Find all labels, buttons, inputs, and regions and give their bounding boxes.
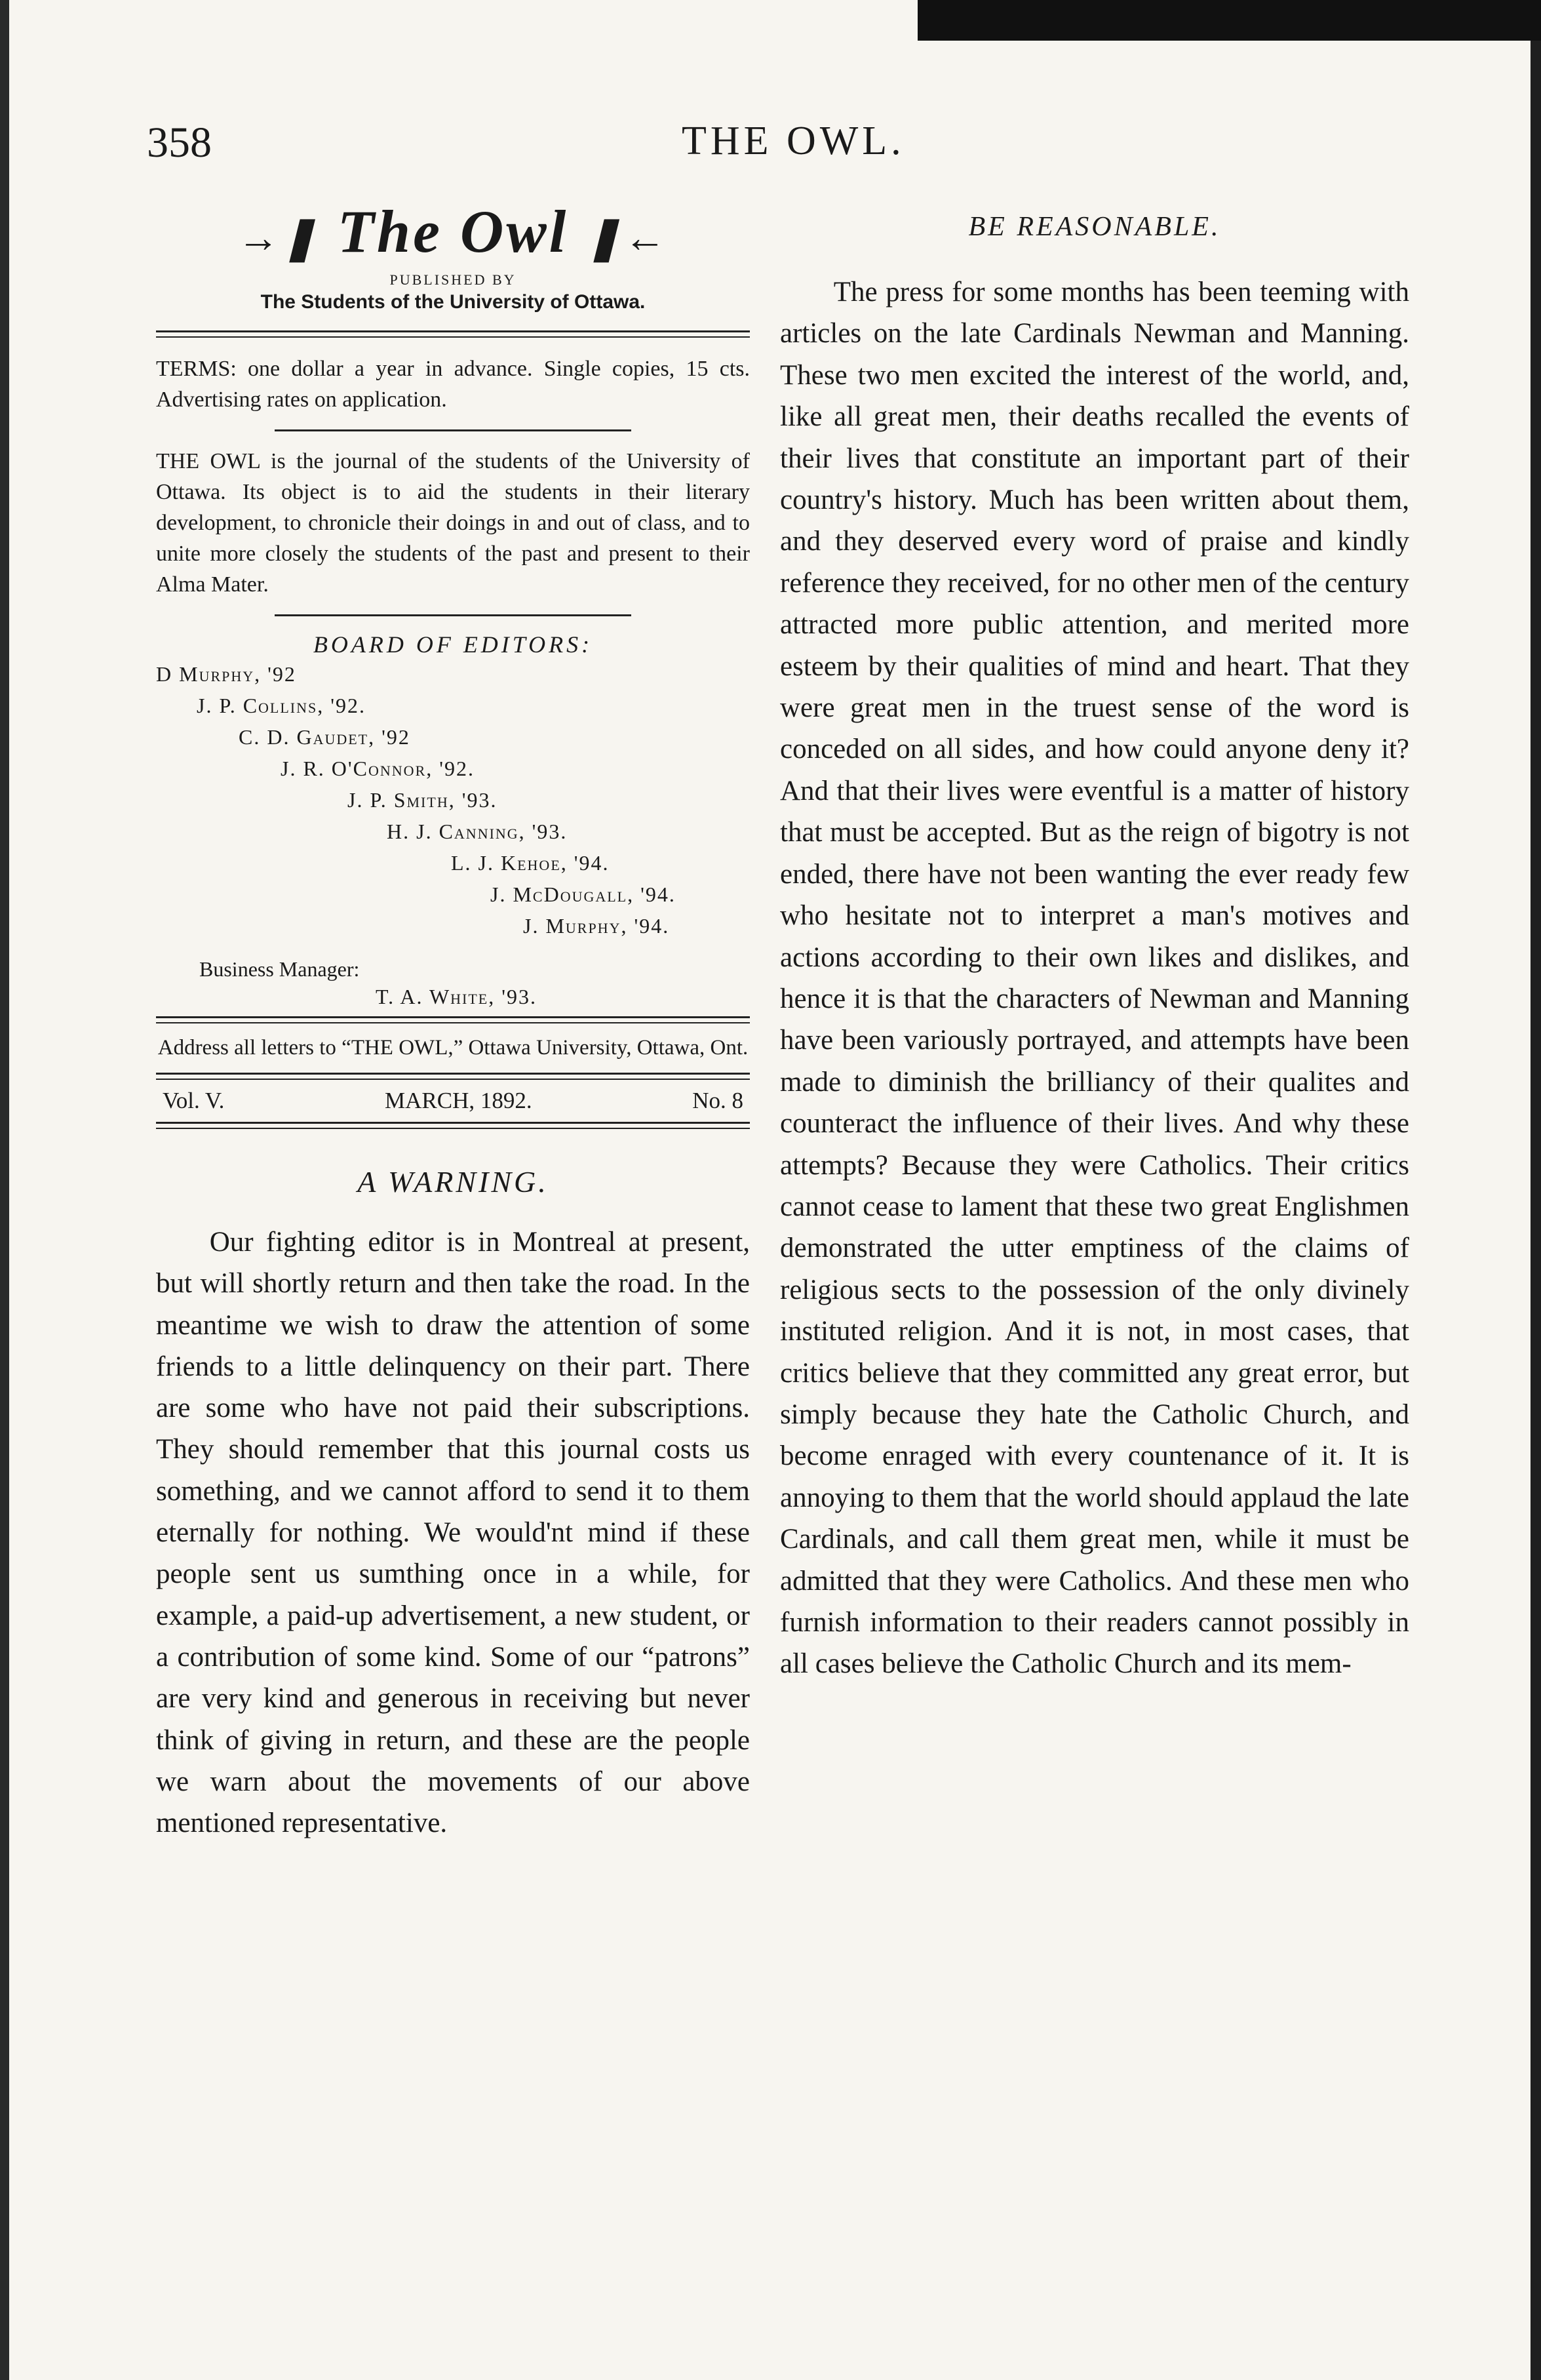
scan-top-edge bbox=[918, 0, 1541, 41]
double-rule bbox=[156, 1122, 750, 1129]
warning-body: Our fighting editor is in Montreal at present, but will shortly return and then take the road. In the meantime we wish to draw the attention of some friends to a little delinquency on their part. There are some who have not paid their subscriptions. They should remember that this journal costs us something, and we cannot afford to send it to them eternally for nothing. We would'nt mind if these people sent us sumthing once in a while, for example, a paid-up advertisement, a new student, or a contribution of some kind. Some of our “patrons” are very kind and generous in receiving but never think of giving in return, and these are the people we warn about the movements of our above mentioned representative. bbox=[156, 1227, 750, 1839]
double-rule bbox=[156, 1073, 750, 1080]
double-rule bbox=[156, 330, 750, 338]
address-text: Address all letters to “THE OWL,” Ottawa University, Ottawa, Ont. bbox=[157, 1036, 749, 1060]
masthead-title-text: The Owl bbox=[337, 198, 569, 265]
editor-item: D Murphy, '92 bbox=[156, 662, 296, 686]
editor-item: J. R. O'Connor, '92. bbox=[281, 757, 475, 780]
volume: Vol. V. bbox=[163, 1088, 225, 1113]
editor-item: C. D. Gaudet, '92 bbox=[239, 725, 410, 749]
masthead-title bbox=[156, 197, 750, 266]
about-text: THE OWL is the journal of the students of the University of Ottawa. Its object is to aid the students in their literary development, to chronicle their doings in and out of class, and to unite more closely the students of the past and present to their Alma Mater. bbox=[156, 449, 750, 597]
scan-right-edge bbox=[1531, 39, 1541, 2380]
left-ornament-icon: →❚ bbox=[237, 214, 320, 261]
reasonable-body: The press for some months has been teeming with articles on the late Cardinals Newman and Manning. These two men excited the interest of the world, and, like all great men, their deaths recalled the events of their lives that constitute an important part of their country's history. Much has been written about them, and they deserved every word of praise and kindly reference they received, for no other men of the century attracted more public attention, and merited more esteem by their qualities of mind and heart. That they were great men in the truest sense of the word is conceded on all sides, and how could anyone deny it? And that their lives were eventful is a matter of history that must be accepted. But as the reign of bigotry is not ended, there have not been wanting the ever ready few who hesitate not to interpret a man's motives and actions according to their own likes and dislikes, and hence it is that the characters of Newman and Manning have been variously portrayed, and attempts have been made to diminish the brilliancy of their qualites and counteract the influence of their lives. And why these attempts? Because they were Catholics. Their critics cannot cease to lament that these two great Englishmen demonstrated the utter emptiness of the claims of religious sects to the possession of the only divinely instituted religion. And it is not, in most cases, that critics believe that they committed any great error, but simply because they hate the Catholic Church, and become enraged with every countenance of it. It is annoying to them that the world should applaud the late Cardinals, and call them great men, while it must be admitted that they were Catholics. And these men who furnish information to their readers cannot possibly in all cases believe the Catholic Church and its mem- bbox=[780, 277, 1409, 1680]
right-ornament-icon: ❚← bbox=[586, 214, 669, 261]
terms-text: TERMS: one dollar a year in advance. Single copies, 15 cts. Advertising rates on application. bbox=[156, 357, 750, 412]
editor-item: J. Murphy, '94. bbox=[523, 914, 670, 938]
business-manager bbox=[156, 942, 750, 1008]
scan-left-edge bbox=[0, 0, 9, 2380]
issue-date: MARCH, 1892. bbox=[384, 1088, 532, 1113]
issue-number: No. 8 bbox=[692, 1088, 743, 1113]
board-heading: BOARD OF EDITORS: bbox=[313, 631, 593, 658]
editor-item: H. J. Canning, '93. bbox=[387, 820, 568, 843]
double-rule bbox=[156, 1016, 750, 1023]
reasonable-title: BE REASONABLE. bbox=[968, 212, 1221, 242]
running-title: THE OWL. bbox=[682, 119, 905, 163]
editor-item: J. P. Smith, '93. bbox=[347, 788, 497, 812]
editors-list bbox=[156, 658, 750, 942]
business-manager-label: Business Manager: bbox=[199, 957, 360, 981]
business-manager-name: T. A. White, '93. bbox=[376, 985, 537, 1008]
editor-item: J. McDougall, '94. bbox=[490, 883, 676, 906]
issue-line bbox=[156, 1088, 750, 1114]
right-column bbox=[780, 197, 1409, 1685]
editor-item: L. J. Kehoe, '94. bbox=[451, 851, 610, 875]
editor-item: J. P. Collins, '92. bbox=[197, 694, 366, 717]
masthead bbox=[156, 197, 750, 313]
published-by: PUBLISHED BY bbox=[389, 271, 517, 288]
page-number: 358 bbox=[147, 119, 212, 167]
warning-title: A WARNING. bbox=[357, 1165, 549, 1199]
left-column bbox=[156, 197, 750, 1844]
rule bbox=[275, 614, 631, 616]
rule bbox=[275, 429, 631, 431]
publisher-students: The Students of the University of Ottawa. bbox=[260, 291, 646, 313]
